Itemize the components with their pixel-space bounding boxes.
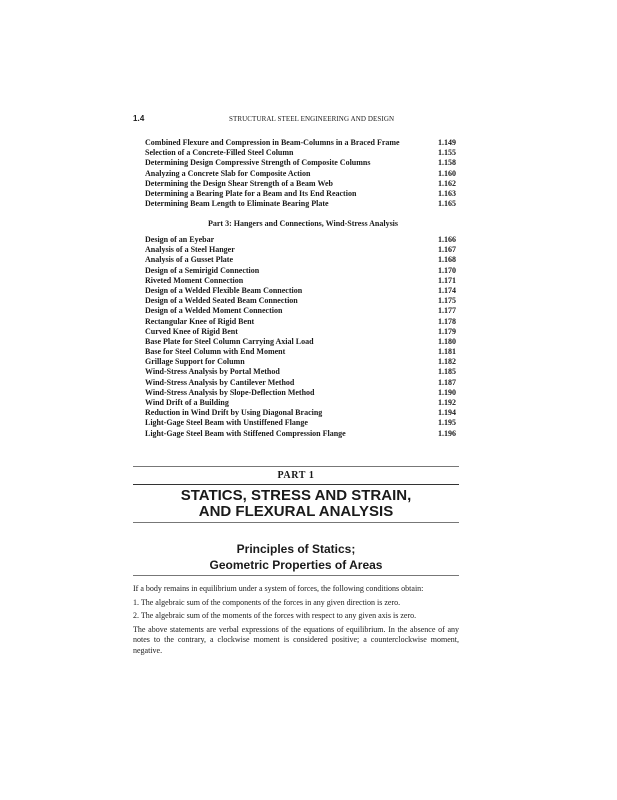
toc-entry-title: Analyzing a Concrete Slab for Composite Action	[145, 168, 311, 178]
toc-entry-page: 1.171	[438, 275, 456, 285]
toc-entry-page: 1.187	[438, 377, 456, 387]
chapter-heading-line-2: Geometric Properties of Areas	[209, 558, 383, 572]
toc-entry-title: Analysis of a Gusset Plate	[145, 255, 233, 265]
toc-entry-page: 1.181	[438, 347, 456, 357]
part-top-rule	[133, 466, 459, 467]
toc-entry	[145, 429, 461, 439]
running-head-title: STRUCTURAL STEEL ENGINEERING AND DESIGN	[229, 115, 395, 123]
toc-entry-title: Determining a Bearing Plate for a Beam and Its End Reaction	[145, 188, 357, 198]
toc-entry-title: Wind-Stress Analysis by Cantilever Method	[145, 377, 295, 387]
toc-entry-page: 1.163	[438, 188, 456, 198]
chapter-heading-line-1: Principles of Statics;	[236, 542, 356, 556]
toc-entry-page: 1.178	[438, 316, 456, 326]
toc-entry	[145, 179, 461, 189]
toc-entry-page: 1.185	[438, 367, 456, 377]
toc-entry	[145, 245, 461, 255]
toc-entry-title: Base Plate for Steel Column Carrying Axial Load	[145, 336, 314, 346]
body-list-item-2: 2. The algebraic sum of the moments of the forces with respect to any given axis is zero.	[133, 611, 417, 621]
toc-entry-page: 1.168	[438, 255, 456, 265]
toc-entry-page: 1.160	[438, 168, 456, 178]
toc-entry-title: Determining the Design Shear Strength of a Beam Web	[145, 178, 333, 188]
toc-entry-title: Grillage Support for Column	[145, 357, 245, 367]
toc-entry-page: 1.194	[438, 408, 456, 418]
toc-entry-page: 1.174	[438, 285, 456, 295]
toc-entry-page: 1.179	[438, 326, 456, 336]
body-list-item-1: 1. The algebraic sum of the components of the forces in any given direction is zero.	[133, 597, 401, 607]
page-number: 1.4	[133, 114, 145, 123]
toc-entry	[145, 357, 461, 367]
body-text	[133, 584, 459, 660]
toc-entry-page: 1.166	[438, 235, 456, 244]
toc-entry	[145, 347, 461, 357]
toc-entry-title: Light-Gage Steel Beam with Stiffened Compression Flange	[145, 428, 346, 438]
part-label: PART 1	[277, 470, 315, 481]
toc-entry-title: Riveted Moment Connection	[145, 275, 244, 285]
toc-entry-title: Wind Drift of a Building	[145, 398, 229, 407]
body-paragraph: If a body remains in equilibrium under a system of forces, the following conditions obtain:	[133, 584, 424, 593]
toc-section-title: Part 3: Hangers and Connections, Wind-Stress Analysis	[207, 219, 399, 228]
toc-entry	[145, 418, 461, 428]
toc-entry-page: 1.155	[438, 148, 456, 158]
toc-entry	[145, 169, 461, 179]
toc-entry	[145, 138, 461, 148]
toc-entry	[145, 388, 461, 398]
toc-entry-title: Design of a Welded Seated Beam Connection	[145, 296, 298, 306]
toc-entry-page: 1.149	[438, 138, 456, 147]
part-bottom-rule	[133, 522, 459, 523]
toc-part2-list	[145, 138, 461, 209]
part-heading	[133, 488, 459, 520]
body-paragraph: The above statements are verbal expressions of the equations of equilibrium. In the absence of any notes to the contrary, a clockwise moment is considered positive; a counterclockwise moment, negative.	[133, 624, 459, 655]
toc-entry	[145, 199, 461, 209]
toc-entry	[145, 367, 461, 377]
toc-entry-title: Design of a Welded Moment Connection	[145, 306, 283, 316]
toc-entry	[145, 189, 461, 199]
toc-entry-title: Light-Gage Steel Beam with Unstiffened Flange	[145, 418, 308, 428]
toc-entry-title: Curved Knee of Rigid Bent	[145, 326, 238, 336]
toc-entry	[145, 378, 461, 388]
toc-entry-page: 1.182	[438, 357, 456, 367]
toc-entry-title: Selection of a Concrete-Filled Steel Column	[145, 148, 294, 158]
toc-entry-title: Design of a Semirigid Connection	[145, 265, 260, 275]
chapter-heading	[133, 541, 459, 573]
toc-entry	[145, 235, 461, 245]
toc-entry-page: 1.170	[438, 265, 456, 275]
toc-entry-title: Determining Beam Length to Eliminate Bearing Plate	[145, 199, 329, 209]
toc-entry-title: Base for Steel Column with End Moment	[145, 347, 286, 357]
toc-entry	[145, 286, 461, 296]
toc-entry	[145, 158, 461, 168]
toc-entry-page: 1.162	[438, 178, 456, 188]
toc-entry-page: 1.196	[438, 428, 456, 438]
toc-entry-page: 1.175	[438, 296, 456, 306]
part-heading-line-1: STATICS, STRESS AND STRAIN,	[180, 487, 412, 504]
toc-entry-title: Reduction in Wind Drift by Using Diagonal Bracing	[145, 408, 323, 418]
toc-entry	[145, 276, 461, 286]
toc-entry-page: 1.180	[438, 336, 456, 346]
part-divider-rule	[133, 484, 459, 485]
toc-entry-title: Design of an Eyebar	[145, 235, 215, 244]
toc-entry-title: Combined Flexure and Compression in Beam-Columns in a Braced Frame	[145, 138, 400, 147]
toc-entry	[145, 337, 461, 347]
toc-entry-page: 1.158	[438, 158, 456, 168]
toc-entry	[145, 306, 461, 316]
toc-entry-page: 1.167	[438, 245, 456, 255]
toc-entry-page: 1.165	[438, 199, 456, 209]
toc-entry	[145, 148, 461, 158]
toc-entry	[145, 317, 461, 327]
toc-entry-page: 1.177	[438, 306, 456, 316]
toc-entry-page: 1.190	[438, 387, 456, 397]
toc-entry-page: 1.192	[438, 398, 456, 407]
toc-entry	[145, 327, 461, 337]
toc-part3-list	[145, 235, 461, 439]
toc-entry-page: 1.195	[438, 418, 456, 428]
toc-entry-title: Determining Design Compressive Strength of Composite Columns	[145, 158, 371, 168]
toc-entry-title: Design of a Welded Flexible Beam Connection	[145, 285, 303, 295]
toc-entry-title: Rectangular Knee of Rigid Bent	[145, 316, 255, 326]
toc-entry	[145, 408, 461, 418]
part-heading-line-2: AND FLEXURAL ANALYSIS	[198, 503, 394, 520]
toc-entry-title: Analysis of a Steel Hanger	[145, 245, 235, 255]
toc-entry	[145, 398, 461, 408]
chapter-rule	[133, 575, 459, 576]
toc-entry	[145, 255, 461, 265]
toc-entry-title: Wind-Stress Analysis by Portal Method	[145, 367, 280, 377]
toc-entry-title: Wind-Stress Analysis by Slope-Deflection Method	[145, 387, 315, 397]
toc-entry	[145, 266, 461, 276]
toc-entry	[145, 296, 461, 306]
